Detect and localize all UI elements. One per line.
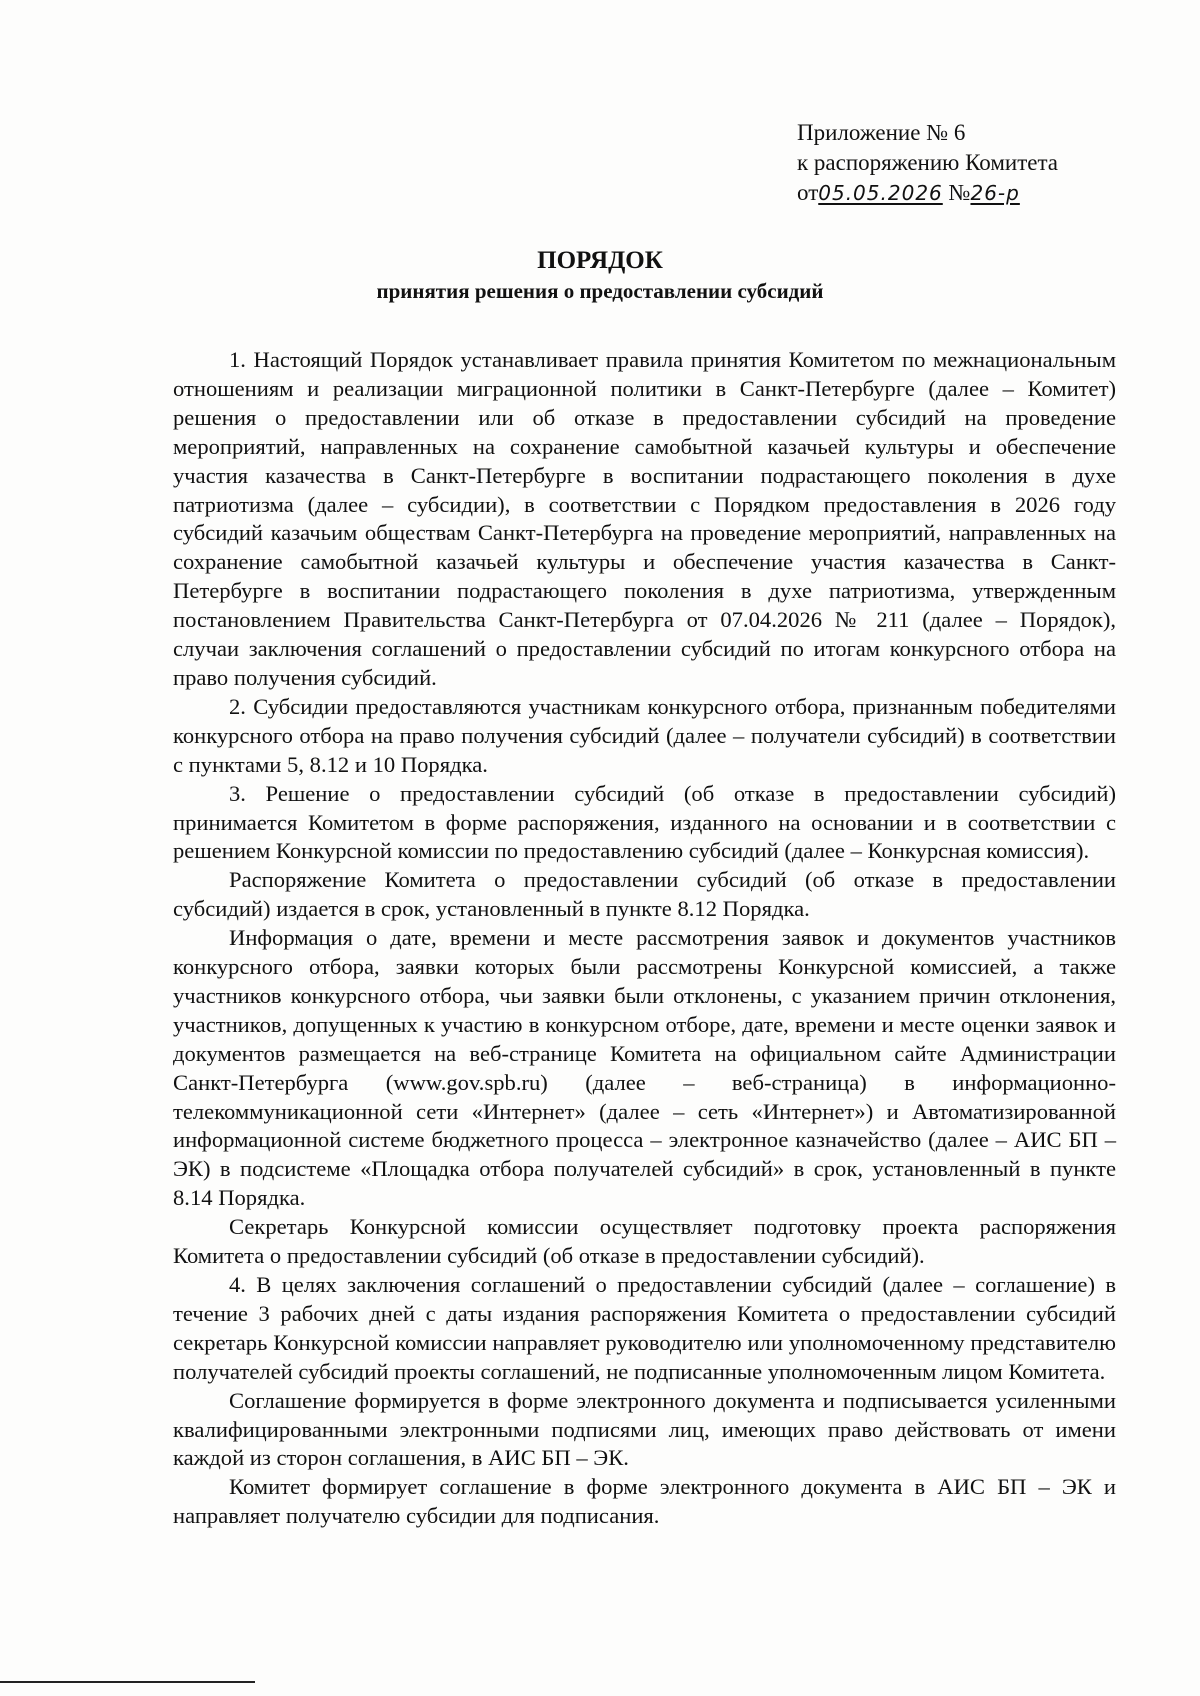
paragraph-3: 3. Решение о предоставлении субсидий (об отказе в предоставлении субсидий) принимается Комитетом в форме распоряжения, изданного на основании и в соответствии с решением Конкурсной комиссии по предоставлению субсидий (далее – Конкурсная комиссия). [173, 780, 1116, 864]
document-body [173, 346, 1116, 1531]
handwritten-date: 05.05.2026 [818, 181, 943, 205]
paragraph-4-committee-forms: Комитет формирует соглашение в форме электронного документа в АИС БП – ЭК и направляет получателю субсидии для подписания. [173, 1474, 1116, 1529]
appendix-number: Приложение № 6 [797, 120, 966, 145]
paragraph-2: 2. Субсидии предоставляются участникам конкурсного отбора, признанным победителями конкурсного отбора на право получения субсидий (далее – получатели субсидий) в соответствии с пунктами 5, 8.12 и 10 Порядка. [173, 693, 1116, 777]
paragraph-3-info-publication: Информация о дате, времени и месте рассмотрения заявок и документов участников конкурсного отбора, заявки которых были рассмотрены Конкурсной комиссией, а также участников конкурсного отбора, чьи заявки были отклонены, с указанием причин отклонения, участников, допущенных к участию в конкурсном отборе, дате, времени и месте оценки заявок и документов размещается на веб-странице Комитета на официальном сайте Администрации Санкт-Петербурга (www.gov.spb.ru) (далее – веб-страница) в информационно-телекоммуникационной сети «Интернет» (далее – сеть «Интернет») и Автоматизированной информационной системе бюджетного процесса – электронное казначейство (далее – АИС БП – ЭК) в подсистеме «Площадка отбора получателей субсидий» в срок, установленный в пункте 8.14 Порядка. [173, 925, 1116, 1211]
appendix-date-line [797, 178, 1137, 208]
appendix-header [797, 118, 1137, 208]
paragraph-4-agreement-form: Соглашение формируется в форме электронного документа и подписывается усиленными квалифицированными электронными подписями лиц, имеющих право действовать от имени каждой из сторон соглашения, в АИС БП – ЭК. [173, 1387, 1116, 1471]
handwritten-number: 26-р [970, 181, 1020, 205]
paragraph-3-secretary: Секретарь Конкурсной комиссии осуществляет подготовку проекта распоряжения Комитета о предоставлении субсидий (об отказе в предоставлении субсидий). [173, 1214, 1116, 1269]
document-title: ПОРЯДОК [537, 247, 663, 274]
footnote-divider [0, 1681, 255, 1683]
paragraph-4: 4. В целях заключения соглашений о предоставлении субсидий (далее – соглашение) в течение 3 рабочих дней с даты издания распоряжения Комитета о предоставлении субсидий секретарь Конкурсной комиссии направляет руководителю или уполномоченному представителю получателей субсидий проекты соглашений, не подписанные уполномоченным лицом Комитета. [173, 1272, 1116, 1384]
date-prefix: от [797, 180, 819, 205]
paragraph-1: 1. Настоящий Порядок устанавливает правила принятия Комитетом по межнациональным отношениям и реализации миграционной политики в Санкт-Петербурге (далее – Комитет) решения о предоставлении или об отказе в предоставлении субсидий на проведение мероприятий, направленных на сохранение самобытной казачьей культуры и обеспечение участия казачества в Санкт-Петербурге в воспитании подрастающего поколения в духе патриотизма (далее – субсидии), в соответствии с Порядком предоставления в 2026 году субсидий казачьим обществам Санкт-Петербурга на проведение мероприятий, направленных на сохранение самобытной казачьей культуры и обеспечение участия казачества в Санкт-Петербурге в воспитании подрастающего поколения в духе патриотизма, утвержденным постановлением Правительства Санкт-Петербурга от 07.04.2026 № 211 (далее – Порядок), случаи заключения соглашений о предоставлении субсидий по итогам конкурсного отбора на право получения субсидий. [173, 347, 1116, 690]
paragraph-3-order-term: Распоряжение Комитета о предоставлении субсидий (об отказе в предоставлении субсидий) издается в срок, установленный в пункте 8.12 Порядка. [173, 867, 1116, 922]
appendix-order-ref: к распоряжению Комитета [797, 150, 1058, 175]
document-subtitle: принятия решения о предоставлении субсидий [376, 279, 824, 303]
number-prefix: № [948, 180, 971, 205]
